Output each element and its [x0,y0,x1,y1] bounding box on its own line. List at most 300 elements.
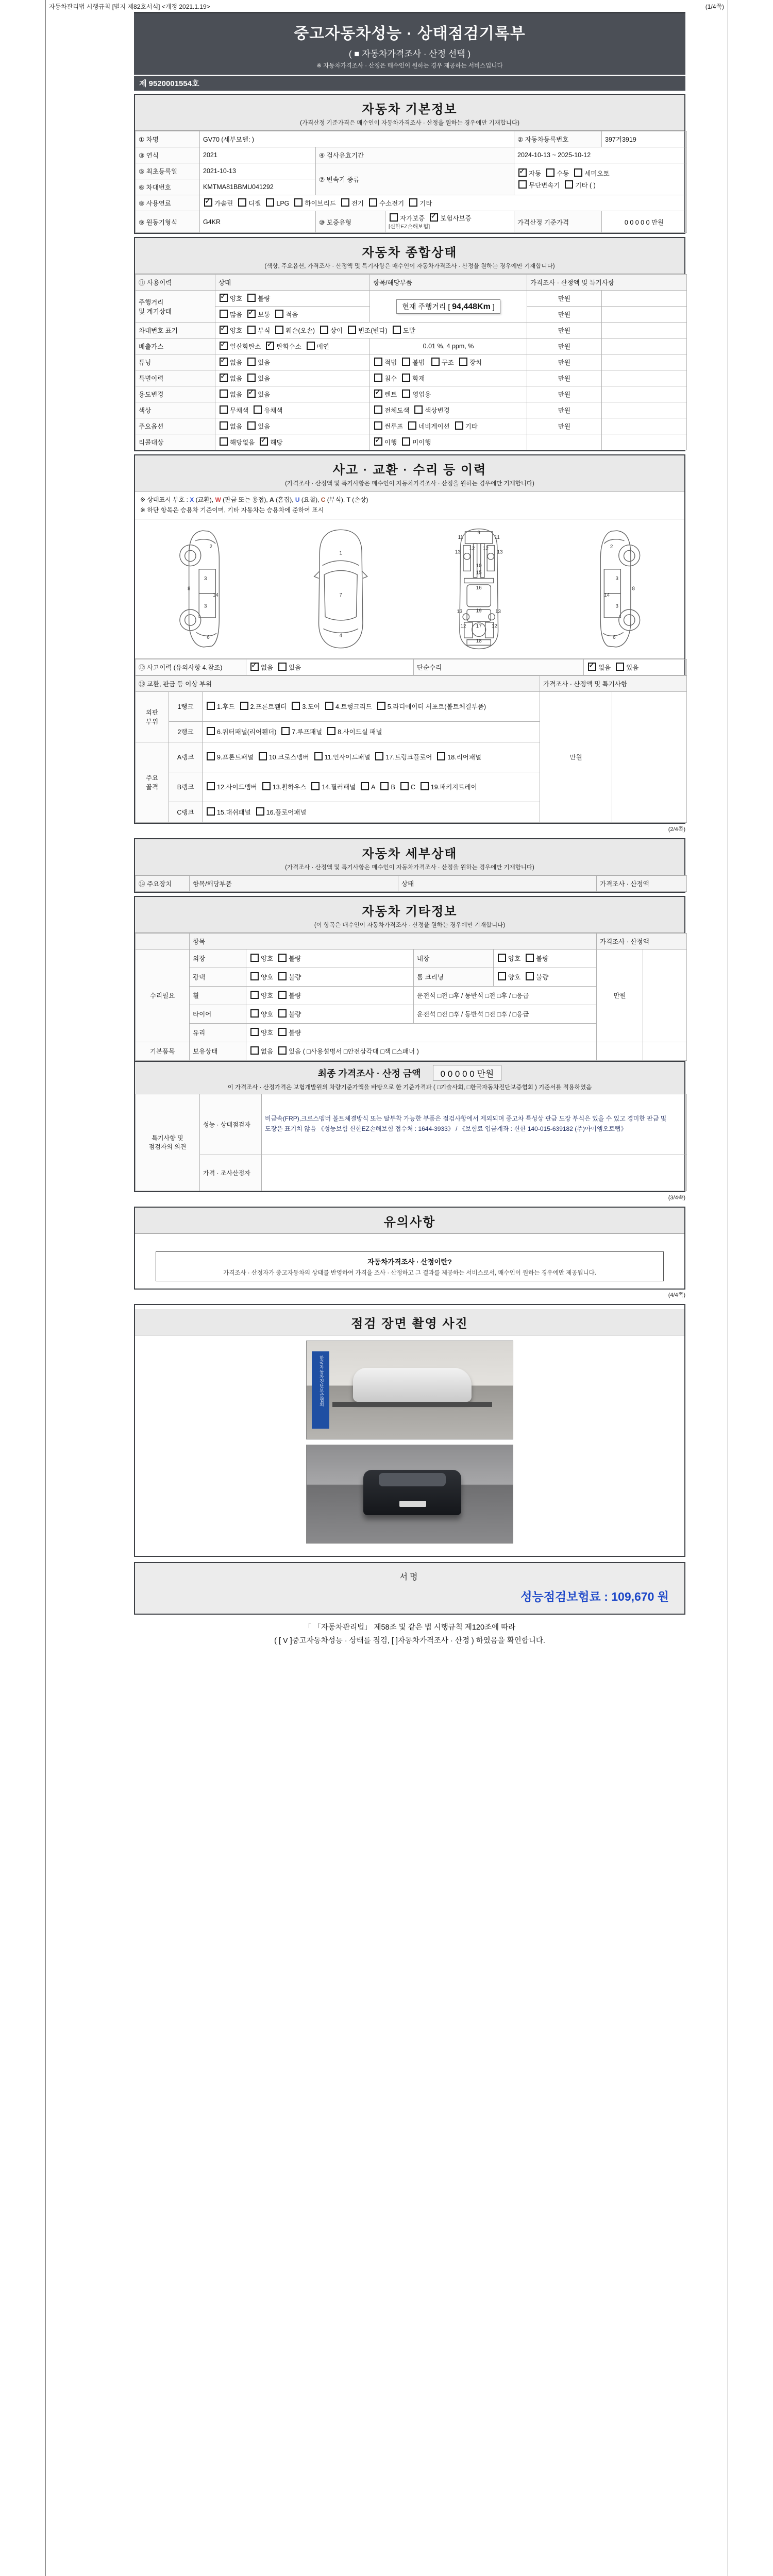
checkbox-label: 10.크로스멤버 [268,754,309,761]
svg-text:11: 11 [494,534,500,540]
vin-mark-state [215,323,527,338]
wheel-label: 휠 [190,986,246,1005]
col-state2: 상태 [398,875,597,891]
usage-change-detail [370,386,527,402]
tire-state [246,1005,414,1023]
recall-detail [370,434,527,450]
checkbox [294,198,303,207]
checkbox-label: 전기 [351,200,364,207]
appraiser-label: 가격 · 조사산정자 [200,1155,262,1191]
warranty-insurer: [신한EZ손해보험] [389,224,430,230]
checkbox-label: 없음 [230,375,243,382]
checkbox [377,702,385,710]
checkbox [240,702,248,710]
signature-box [134,1562,685,1615]
section-detail-state [134,838,685,893]
exchange-note [612,691,687,822]
note-cell [602,307,687,323]
photos-header [135,1309,684,1335]
note-cell [602,354,687,370]
reg-no-value: 397거3919 [602,131,687,147]
rankA-items [203,742,540,772]
note-cell [602,402,687,418]
checkbox [546,168,554,177]
checkbox [220,437,228,446]
checkbox [408,421,416,430]
lift-arm [332,1402,492,1407]
checkbox-label: 적법 [384,359,397,366]
checkbox-label: 해당 [270,439,283,446]
checkbox-label: 16.플로어패널 [266,809,307,817]
checkbox [565,180,573,189]
checkbox-label: 가솔린 [214,200,233,207]
special-history-label: 특별이력 [136,370,215,386]
checkbox [400,782,409,790]
accident-subtitle: (가격조사 · 산정액 및 특기사항은 매수인이 자동차가격조사 · 산정을 원하는 경우에만 기재합니다) [285,481,534,487]
checkbox-label: 양호 [261,992,274,1000]
rankA-label: A랭크 [169,742,203,772]
overall-state-table: ⑪ 사용이력 상태 항목/해당부품 가격조사 · 산정액 및 특기사항 주행거리 및 계기상태 ✓양호 불량 현재 주행거리 [ 94,448Km ] 만원 많음 ✓ 보통 적음 만원 차대번호 표기 ✓ 양호 부식 훼손(오손) 상이 변조(변타) 도말 만원 배출가스 ✓ 일산화탄소 ✓ 탄화수소 매연 0.01 %, 4 ppm, % 만원 튜닝 ✓ 없음 있음 적법 불법 구조 장치 만원 특별이력 ✓ 없음 있음 침수 화재 만원 용도변경 없음 ✓ 있음 ✓ 렌트 영업용 만원 색상 무채색 유채색 전체도색 색상변경 만원 주요옵션 없음 있음 썬루프 네비게이션 기타 만원 리콜대상 해당없음 ✓ 해당 ✓ 이행 미이행 [135,274,687,450]
checkbox [220,389,228,398]
checkbox [374,405,382,414]
checkbox [402,358,410,366]
car-diagram-left-side [175,527,235,651]
checkbox-label: 자동 [529,170,542,177]
car-diagram-top [309,527,373,651]
svg-text:14: 14 [212,592,219,598]
note-cell [643,1042,687,1060]
checkbox-label: 침수 [384,375,397,382]
etc-title: 자동차 기타정보 [362,904,458,919]
basic-info-subtitle: (가격산정 기준가격은 매수인이 자동차가격조사 · 산정을 원하는 경우에만 기재합니다) [300,120,519,126]
tire-positions: 운전석 □전 □후 / 동반석 □전 □후 / □응급 [414,1005,597,1023]
checkbox-label: 하이브리드 [305,200,336,207]
recall-label: 리콜대상 [136,434,215,450]
checkbox-label: 9.프론트패널 [217,754,254,761]
checkbox-label: 있음 [258,375,271,382]
document-title: 중고자동차성능 · 상태점검기록부 [294,25,526,42]
mileage-amount [215,307,370,323]
checkbox [220,310,228,318]
emission-label: 배출가스 [136,338,215,354]
checkbox-checked [588,663,596,671]
checkbox-checked [204,198,212,207]
checkbox-label: 14.필러패널 [322,784,356,791]
checkbox-label: 렌트 [384,391,397,398]
checkbox-label: 구조 [441,359,454,366]
inspection-photo-1 [306,1341,513,1439]
tuning-detail [370,354,527,370]
accident-title: 사고 · 교환 · 수리 등 이력 [332,463,487,477]
checkbox-label: 수소전기 [379,200,405,207]
checkbox [278,1009,287,1018]
checkbox-label: 11.인사이드패널 [324,754,371,761]
tuning-state [215,354,370,370]
checkbox [409,198,417,207]
warranty-type-label: ⑩ 보증유형 [316,211,385,233]
col-device: ⑭ 주요장치 [136,875,190,891]
checkbox [278,1046,287,1055]
checkbox [207,807,215,816]
form-reference: 자동차관리법 시행규칙 [별지 제82호서식] <개정 2021.1.19> [49,3,210,10]
checkbox-label: 양호 [230,295,243,302]
exchange-price-label: 가격조사 · 산정액 및 특기사항 [540,675,687,691]
svg-text:6: 6 [612,634,616,640]
final-price-value: 0 0 0 0 0 만원 [433,1065,502,1081]
note-cell [602,370,687,386]
checkbox [238,198,246,207]
checkbox-checked [247,310,256,318]
car-damage-diagrams [135,519,684,659]
checkbox [307,342,315,350]
note-cell [602,323,687,338]
checkbox-label: 많음 [230,311,243,318]
checkbox-label: 수동 [557,170,569,177]
checkbox-label: 불량 [289,955,301,963]
page-border-left [45,0,46,2576]
checkbox-label: C [410,784,415,791]
checkbox-label: 있음 [258,359,271,366]
section-basic-info [134,94,685,234]
checkbox [256,807,264,816]
accident-header [135,455,684,492]
checkbox [220,405,228,414]
svg-text:12: 12 [469,546,475,552]
checkbox [292,702,300,710]
repair-price: 만원 [597,949,643,1042]
checkbox [374,358,382,366]
checkbox [402,374,410,382]
checkbox-label: 없음 [230,391,243,398]
checkbox-label: 없음 [261,664,274,671]
checkbox [455,421,463,430]
rankB-label: B랭크 [169,772,203,802]
page-number: (2/4쪽) [668,826,685,833]
checkbox [220,421,228,430]
vehicle-front-on-lift [353,1368,472,1402]
checkbox-checked [220,326,228,334]
inspection-period-value: 2024-10-13 ~ 2025-10-12 [514,147,687,163]
svg-text:16: 16 [476,585,482,591]
checkbox-label: 색상변경 [425,407,450,414]
model-year-value: 2021 [200,147,316,163]
special-history-state [215,370,370,386]
polish-label: 광택 [190,968,246,986]
accident-history-state [246,659,414,675]
page-number: (3/4쪽) [668,1194,685,1201]
checkbox-label: 불량 [258,295,271,302]
vin-mark-label: 차대번호 표기 [136,323,215,338]
footer-line-1: 「 「자동차관리법」 제58조 및 같은 법 시행규칙 제120조에 따라 [304,1623,516,1632]
room-cleaning-label: 룸 크리닝 [414,968,494,986]
checkbox-label: 해당없음 [230,439,255,446]
checkbox-checked [266,342,274,350]
special-history-detail [370,370,527,386]
checkbox-label: 8.사이드실 패널 [338,728,382,736]
checkbox-label: 2.프론트휀더 [250,703,287,711]
rankC-items [203,802,540,822]
checkbox-label: 불량 [289,1029,301,1037]
note-cell [602,418,687,434]
color-detail [370,402,527,418]
checkbox-label: 5.라디에이터 서포트(볼트체결부품) [387,703,486,711]
accident-check-table [135,659,687,675]
vin-label: ⑥ 차대번호 [136,179,200,195]
section-notice [134,1207,685,1290]
emission-values: 0.01 %, 4 ppm, % [370,338,527,354]
checkbox-label: 썬루프 [384,423,404,430]
engine-type-value: G4KR [200,211,316,233]
svg-text:19: 19 [476,608,482,614]
inspection-photo-2 [306,1445,513,1544]
checkbox [266,198,274,207]
checkbox-label: 없음 [230,359,243,366]
rankB-items [203,772,540,802]
fuel-value [200,195,687,211]
rankC-label: C랭크 [169,802,203,822]
checkbox-label: 화재 [412,375,425,382]
overall-state-header [135,238,684,274]
title-banner [134,12,685,75]
notice-title: 유의사항 [383,1215,436,1229]
checkbox-label: 보통 [258,311,271,318]
checkbox [250,972,259,980]
accident-notes: ※ 상태표시 부호 : X (교환), W (판금 또는 용접), A (흠집), U (요철), C (부식), T (손상) ※ 하단 항목은 승용차 기준이며, 기타 자동차는 승용차에 준하여 표시 [135,492,684,519]
simple-repair-label: 단순수리 [414,659,584,675]
checkbox [207,782,215,790]
price-cell: 만원 [527,307,602,323]
warranty-type-value [385,211,514,233]
checkbox [526,972,534,980]
infobox-body: 가격조사 · 산정자가 중고자동차의 상태를 반영하여 가격을 조사 · 산정하고 그 결과를 제공하는 서비스로서, 매수인이 원하는 경우에만 제공됩니다. [223,1269,596,1276]
svg-text:1: 1 [339,550,342,556]
price-cell: 만원 [527,291,602,307]
model-year-label: ③ 연식 [136,147,200,163]
possession-state: 없음 있음 ( □사용설명서 □안전삼각대 □잭 □스패너 ) [246,1042,597,1060]
checkbox-label: 있음 [258,391,271,398]
section-etc-info [134,896,685,1192]
checkbox-label: 디젤 [248,200,261,207]
footer-confirmation [134,1621,685,1648]
checkbox-label: 4.트렁크리드 [335,703,372,711]
checkbox-label: A [371,784,376,791]
detail-state-table [135,875,687,892]
odometer-value: 94,448Km [452,302,491,311]
checkbox [262,782,271,790]
damage-symbol: U [295,496,300,503]
first-reg-label: ⑤ 최초등록일 [136,163,200,179]
checkbox-label: 없음 [230,423,243,430]
checkbox [250,954,259,962]
checkbox-label: 도말 [402,327,415,334]
checkbox-label: 불량 [289,974,301,981]
checkbox-checked [374,389,382,398]
checkbox [278,991,287,999]
checkbox [275,310,283,318]
checkbox-label: 기타 ( ) [575,182,596,189]
outer-panel-label: 외판 부위 [136,691,169,742]
checkbox [250,991,259,999]
checkbox [247,358,256,366]
col-price2: 가격조사 · 산정액 [597,875,687,891]
exchange-label: ⑬ 교환, 판금 등 이상 부위 [136,675,540,691]
association-banner [312,1351,329,1429]
svg-text:8: 8 [187,586,191,592]
checkbox-checked [518,168,527,177]
damage-symbol: T [346,496,350,503]
checkbox-checked [430,213,438,222]
notice-body [135,1234,684,1246]
final-price-label: 최종 가격조사 · 산정 금액 [317,1068,421,1079]
rank1-label: 1랭크 [169,691,203,721]
svg-text:6: 6 [207,634,210,640]
tuning-label: 튜닝 [136,354,215,370]
simple-repair-state [584,659,687,675]
svg-text:13: 13 [497,549,503,555]
svg-text:9: 9 [477,530,480,536]
checkbox-label: 상이 [330,327,343,334]
repair-note [643,949,687,1042]
checkbox [325,702,333,710]
base-price-label: 가격산정 기준가격 [514,211,602,233]
checkbox-label: LPG [276,200,290,207]
license-plate [399,1501,426,1507]
checkbox [341,198,349,207]
car-name-label: ① 차명 [136,131,200,147]
checkbox [247,374,256,382]
transmission-label: ⑦ 변속기 종류 [316,163,514,195]
checkbox-label: 세미오토 [584,170,610,177]
vehicle-rear-window [379,1473,446,1486]
col-item: 항목/해당부품 [190,875,398,891]
checkbox-label: 미이행 [412,439,431,446]
checkbox-label: 자가보증 [400,215,425,222]
damage-symbol: C [321,496,326,503]
wheel-positions: 운전석 □전 □후 / 동반석 □전 □후 / □응급 [414,986,597,1005]
svg-text:2: 2 [610,544,613,550]
checkbox [327,727,335,735]
checkbox [259,752,267,760]
page-meta [0,0,773,12]
room-cleaning-state [494,968,597,986]
inspection-insurance-fee: 성능점검보험료 : 109,670 원 [520,1589,669,1603]
glass-state [246,1023,597,1042]
mileage-state [215,291,370,307]
checkbox [278,954,287,962]
svg-text:13: 13 [455,549,461,555]
checkbox-label: 불량 [536,974,549,981]
interior-state [494,949,597,968]
checkbox-label: 네비게이션 [418,423,450,430]
etc-subtitle: (이 항목은 매수인이 자동차가격조사 · 산정을 원하는 경우에만 기재합니다) [314,922,506,928]
checkbox-checked [220,358,228,366]
checkbox [275,326,283,334]
checkbox-label: 부식 [258,327,271,334]
wheel-state [246,986,414,1005]
checkbox-label: 양호 [261,1011,274,1019]
options-detail [370,418,527,434]
checkbox-checked [247,389,256,398]
basic-info-title: 자동차 기본정보 [362,103,458,116]
exchange-price: 만원 [540,691,612,822]
checkbox-checked [220,374,228,382]
checkbox [278,972,287,980]
emission-state [215,338,370,354]
detail-header [135,839,684,875]
notice-header [135,1208,684,1234]
usage-change-label: 용도변경 [136,386,215,402]
checkbox-label: 13.휠하우스 [272,784,307,791]
note-cell [602,291,687,307]
checkbox-label: 15.대쉬패널 [217,809,251,817]
checkbox [250,1009,259,1018]
signature-label: 서명 [399,1572,420,1582]
checkbox [314,752,323,760]
checkbox [207,702,215,710]
rank2-items [203,721,540,742]
checkbox [518,180,527,189]
recall-state [215,434,370,450]
color-label: 색상 [136,402,215,418]
checkbox-label: 없음 [598,664,611,671]
checkbox [380,782,389,790]
checkbox-label: 양호 [261,955,274,963]
checkbox-label: 무채색 [230,407,249,414]
svg-text:3: 3 [204,603,207,609]
checkbox [374,421,382,430]
svg-text:3: 3 [615,603,618,609]
checkbox-label: 불량 [536,955,549,963]
svg-text:12: 12 [491,623,497,630]
checkbox [498,972,506,980]
basic-info-header [135,95,684,131]
checkbox [390,213,398,222]
car-diagram-right-side [585,527,645,651]
checkbox-label: 양호 [508,974,521,981]
checkbox-label: 6.쿼터패널(리어휀더) [217,728,277,736]
base-price-value: 0 0 0 0 0 만원 [602,211,687,233]
svg-text:3: 3 [615,575,618,582]
overall-state-subtitle: (색상, 주요옵션, 가격조사 · 산정액 및 특기사항은 매수인이 자동차가격조사 · 산정을 원하는 경우에만 기재합니다) [264,263,555,269]
fuel-label: ⑧ 사용연료 [136,195,200,211]
checkbox-label: 장치 [469,359,482,366]
note-cell [602,338,687,354]
car-diagram-underbody [447,527,511,651]
checkbox-label: 기타 [465,423,478,430]
accident-history-label: ⑫ 사고이력 (유의사항 4.참조) [136,659,246,675]
odometer-cell: 현재 주행거리 [ 94,448Km ] [370,291,527,323]
svg-text:10: 10 [476,563,482,569]
checkbox [254,405,262,414]
checkbox-label: 18.리어패널 [447,754,481,761]
appraiser-opinion [262,1155,687,1191]
engine-type-label: ⑨ 원동기형식 [136,211,200,233]
col-usage-history: ⑪ 사용이력 [136,275,215,291]
etc-col-price: 가격조사 · 산정액 [597,933,687,949]
checkbox-label: 유채색 [264,407,283,414]
footer-line-2: ( [ V ]중고자동차성능 · 상태를 점검, [ ]자동차가격조사 · 산정 ) 하였음을 확인합니다. [274,1636,545,1645]
usage-change-state [215,386,370,402]
checkbox-label: 있음 [258,423,271,430]
section-overall-state [134,237,685,451]
checkbox-label: 양호 [508,955,521,963]
car-name-value: GV70 (세부모델: ) [200,131,514,147]
svg-text:15: 15 [476,570,482,576]
final-price-note: 이 가격조사 · 산정가격은 보험개발원의 차량기준가액을 바탕으로 한 기준가격과 ( □기술사회, □한국자동차진단보증협회 ) 기준서를 적용하였음 [227,1084,592,1091]
overall-state-title: 자동차 종합상태 [362,246,458,260]
first-reg-value: 2021-10-13 [200,163,316,179]
checkbox [402,389,410,398]
